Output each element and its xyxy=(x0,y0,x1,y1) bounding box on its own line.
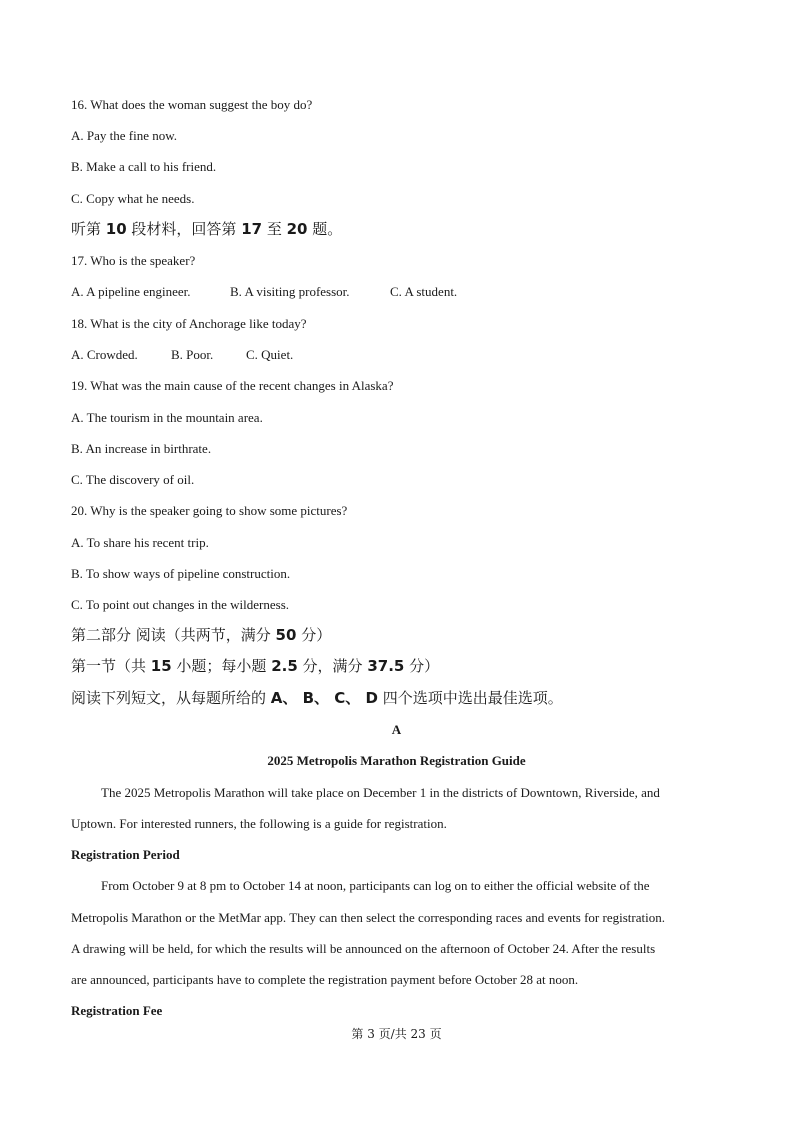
q17-option-c: C. A student. xyxy=(390,284,458,299)
period-line-2: Metropolis Marathon or the MetMar app. They can then select the corresponding races and events for registration. xyxy=(71,910,665,925)
q17-option-a: A. A pipeline engineer. xyxy=(71,284,191,299)
period-line-1: From October 9 at 8 pm to October 14 at noon, participants can log on to either the official website of the xyxy=(101,878,650,893)
passage-label: A xyxy=(391,722,402,737)
section-1-heading: 第一节（共 15 小题；每小题 2.5 分，满分 37.5 分） xyxy=(71,657,440,675)
period-line-3: A drawing will be held, for which the results will be announced on the afternoon of October 24. After the results xyxy=(71,941,656,956)
q19-option-c: C. The discovery of oil. xyxy=(71,472,195,487)
question-18: 18. What is the city of Anchorage like today? xyxy=(71,316,307,331)
page-number: 第 3 页/共 23 页 xyxy=(351,1027,442,1041)
q18-option-c: C. Quiet. xyxy=(246,347,294,362)
q19-option-a: A. The tourism in the mountain area. xyxy=(71,410,263,425)
q16-option-c: C. Copy what he needs. xyxy=(71,191,195,206)
q19-option-b: B. An increase in birthrate. xyxy=(71,441,212,456)
part-2-heading: 第二部分 阅读（共两节，满分 50 分） xyxy=(71,626,332,644)
question-17: 17. Who is the speaker? xyxy=(71,253,196,268)
intro-line-2: Uptown. For interested runners, the following is a guide for registration. xyxy=(71,816,447,831)
listening-section-10-instruction: 听第 10 段材料，回答第 17 至 20 题。 xyxy=(71,220,343,238)
q16-option-a: A. Pay the fine now. xyxy=(71,128,178,143)
q16-option-b: B. Make a call to his friend. xyxy=(71,159,217,174)
q17-options xyxy=(71,284,457,300)
intro-line-1: The 2025 Metropolis Marathon will take place on December 1 in the districts of Downtown, Riverside, and xyxy=(101,785,660,800)
passage-title: 2025 Metropolis Marathon Registration Guide xyxy=(267,753,526,768)
q20-option-b: B. To show ways of pipeline construction. xyxy=(71,566,291,581)
q17-option-b: B. A visiting professor. xyxy=(230,284,350,299)
q18-option-a: A. Crowded. xyxy=(71,347,138,362)
q18-options xyxy=(71,347,293,363)
reading-instruction: 阅读下列短文，从每题所给的 A、 B、 C、 D 四个选项中选出最佳选项。 xyxy=(71,689,563,707)
q18-option-b: B. Poor. xyxy=(171,347,214,362)
q20-option-a: A. To share his recent trip. xyxy=(71,535,209,550)
period-line-4: are announced, participants have to complete the registration payment before October 28 at noon. xyxy=(71,972,579,987)
q20-option-c: C. To point out changes in the wilderness. xyxy=(71,597,290,612)
question-20: 20. Why is the speaker going to show some pictures? xyxy=(71,503,348,518)
registration-period-heading: Registration Period xyxy=(71,847,180,862)
question-16: 16. What does the woman suggest the boy do? xyxy=(71,97,313,112)
registration-fee-heading: Registration Fee xyxy=(71,1003,163,1018)
question-19: 19. What was the main cause of the recent changes in Alaska? xyxy=(71,378,394,393)
